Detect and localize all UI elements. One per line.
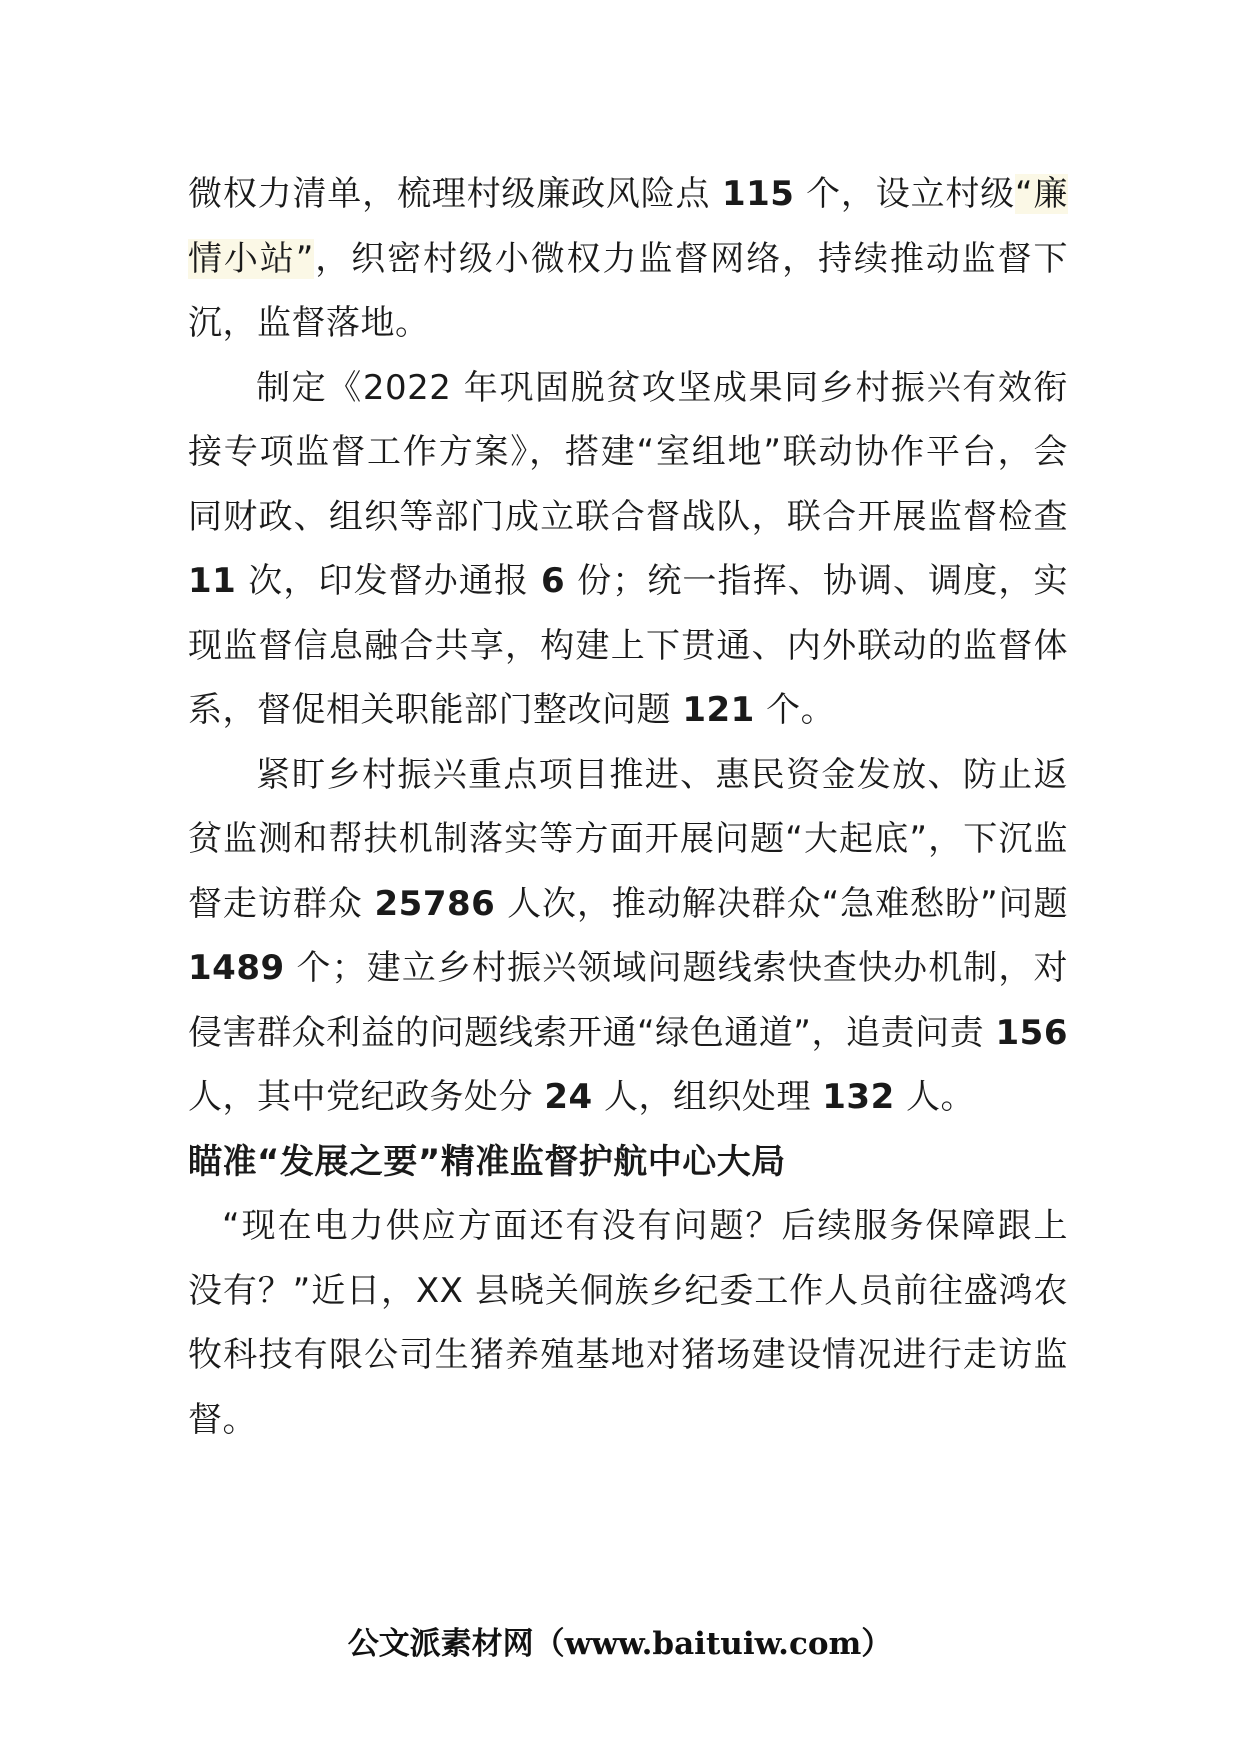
text-run: 个。 [754,690,836,730]
bold-figure: 132 [822,1077,895,1117]
document-body [188,162,1068,1452]
text-run: 个，设立村级 [794,174,1016,214]
bold-figure: 24 [544,1077,593,1117]
paragraph-1 [188,162,1068,356]
bold-figure: 25786 [374,883,496,924]
text-run: 人次，推动解决群众“急难愁盼”问题 [495,883,1068,924]
bold-figure: 121 [682,690,755,730]
text-run: 份；统一指挥、协调、调度，实现监督信息融合共享，构建上下贯通、内外联动的监督体系，督促相关职能部门整改问题 [188,561,1068,730]
text-run: 制定《2022 年巩固脱贫攻坚成果同乡村振兴有效衔接专项监督工作方案》，搭建“室组地”联动协作平台，会同财政、组织等部门成立联合督战队，联合开展监督检查 [188,367,1068,537]
text-run: 个；建立乡村振兴领域问题线索快查快办机制，对侵害群众利益的问题线索开通“绿色通道”，追责问责 [188,948,1068,1053]
paragraph-3 [188,743,1068,1130]
text-run: 微权力清单，梳理村级廉政风险点 [188,174,722,214]
bold-figure: 6 [541,561,566,601]
bold-figure: 11 [188,561,237,601]
bold-figure: 156 [995,1012,1068,1053]
text-run: 人，其中党纪政务处分 [188,1077,545,1117]
text-run: ，织密村级小微权力监督网络，持续推动监督下沉，监督落地。 [188,238,1068,343]
bold-figure: 1489 [188,948,285,988]
footer-source: 公文派素材网（www.baituiw.com） [347,1626,893,1662]
text-run: 人。 [894,1077,976,1117]
text-run: 紧盯乡村振兴重点项目推进、惠民资金发放、防止返贫监测和帮扶机制落实等方面开展问题“大起底”，下沉监督走访群众 [188,754,1068,924]
paragraph-2 [188,356,1068,743]
section-heading: 瞄准“发展之要”精准监督护航中心大局 [188,1141,786,1182]
highlighted-text: “廉情小站” [188,174,1068,279]
paragraph-4: “现在电力供应方面还有没有问题？后续服务保障跟上没有？”近日，XX 县晓关侗族乡纪委工作人员前往盛鸿农牧科技有限公司生猪养殖基地对猪场建设情况进行走访监督。 [188,1206,1068,1440]
text-run: 人，组织处理 [592,1077,823,1117]
bold-figure: 115 [721,174,795,214]
text-run: 次，印发督办通报 [236,561,542,601]
